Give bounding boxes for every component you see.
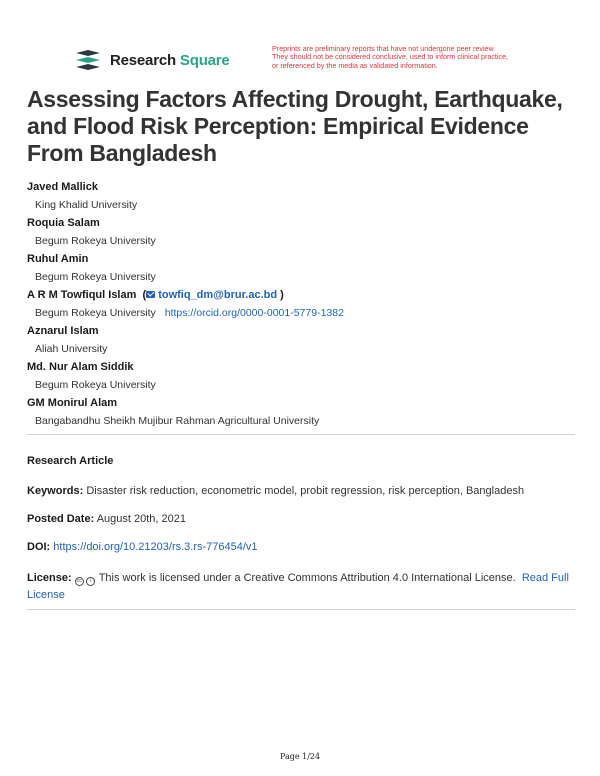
- author-affiliation: Begum Rokeya University: [35, 235, 156, 247]
- posted-date-value: August 20th, 2021: [96, 513, 186, 525]
- read-full-license-link[interactable]: Read Full License: [27, 572, 569, 601]
- envelope-icon: [146, 291, 155, 298]
- author-affiliation: Begum Rokeya University: [35, 379, 156, 391]
- author-affiliation-row: [27, 304, 575, 322]
- keywords: [27, 485, 575, 497]
- research-square-logo-icon: [74, 49, 102, 71]
- doi-link[interactable]: https://doi.org/10.21203/rs.3.rs-776454/v1: [53, 541, 258, 553]
- cc-icon: cc: [76, 578, 82, 584]
- license-text: This work is licensed under a Creative Commons Attribution 4.0 International License.: [98, 572, 516, 584]
- article-type: Research Article: [27, 455, 114, 467]
- notice-line: Preprints are preliminary reports that have not undergone peer review.: [272, 44, 496, 53]
- page-number: Page 1/24: [279, 752, 321, 761]
- license-label: License:: [27, 572, 72, 584]
- divider: [27, 609, 575, 610]
- creative-commons-icons: [75, 577, 95, 586]
- author-email-link[interactable]: towfiq_dm@brur.ac.bd: [158, 289, 278, 301]
- divider: [27, 434, 575, 435]
- author-affiliation: Begum Rokeya University: [35, 307, 156, 319]
- author-name: Md. Nur Alam Siddik: [27, 361, 134, 373]
- author-affiliation: King Khalid University: [35, 199, 138, 211]
- notice-line: or referenced by the media as validated information.: [272, 60, 438, 70]
- posted-date-label: Posted Date:: [27, 513, 95, 525]
- orcid-link[interactable]: https://orcid.org/0000-0001-5779-1382: [164, 307, 344, 319]
- author-affiliation: Begum Rokeya University: [35, 271, 156, 283]
- paper-title: Assessing Factors Affecting Drought, Earthquake, and Flood Risk Perception: Empirical Evidence From Bangladesh: [27, 86, 563, 166]
- author-name: Javed Mallick: [27, 181, 98, 193]
- author-affiliation: Aliah University: [35, 343, 108, 355]
- license: [27, 570, 575, 604]
- notice-line: They should not be considered conclusive, used to inform clinical practice,: [272, 52, 509, 62]
- author-name: Aznarul Islam: [27, 325, 99, 337]
- corresponding-author: A R M Towfiqul Islam ( towfiq_dm@brur.ac.bd ): [27, 289, 284, 301]
- keywords-value: Disaster risk reduction, econometric model, probit regression, risk perception, Bangladesh: [86, 485, 525, 497]
- preprint-notice: [272, 45, 542, 70]
- author-affiliation: Bangabandhu Sheikh Mujibur Rahman Agricultural University: [35, 415, 320, 427]
- author-list: [27, 178, 575, 430]
- author-name: GM Monirul Alam: [27, 397, 118, 409]
- doi-label: DOI:: [27, 541, 51, 553]
- doi: [27, 541, 575, 553]
- keywords-label: Keywords:: [27, 485, 84, 497]
- research-square-logo[interactable]: [74, 44, 230, 76]
- attribution-icon: i: [86, 577, 95, 586]
- author-name: A R M Towfiqul Islam: [27, 289, 137, 301]
- author-name: Roquia Salam: [27, 217, 100, 229]
- brand-name: Research Square: [110, 51, 230, 69]
- posted-date: [27, 513, 575, 525]
- author-name: Ruhul Amin: [27, 253, 89, 265]
